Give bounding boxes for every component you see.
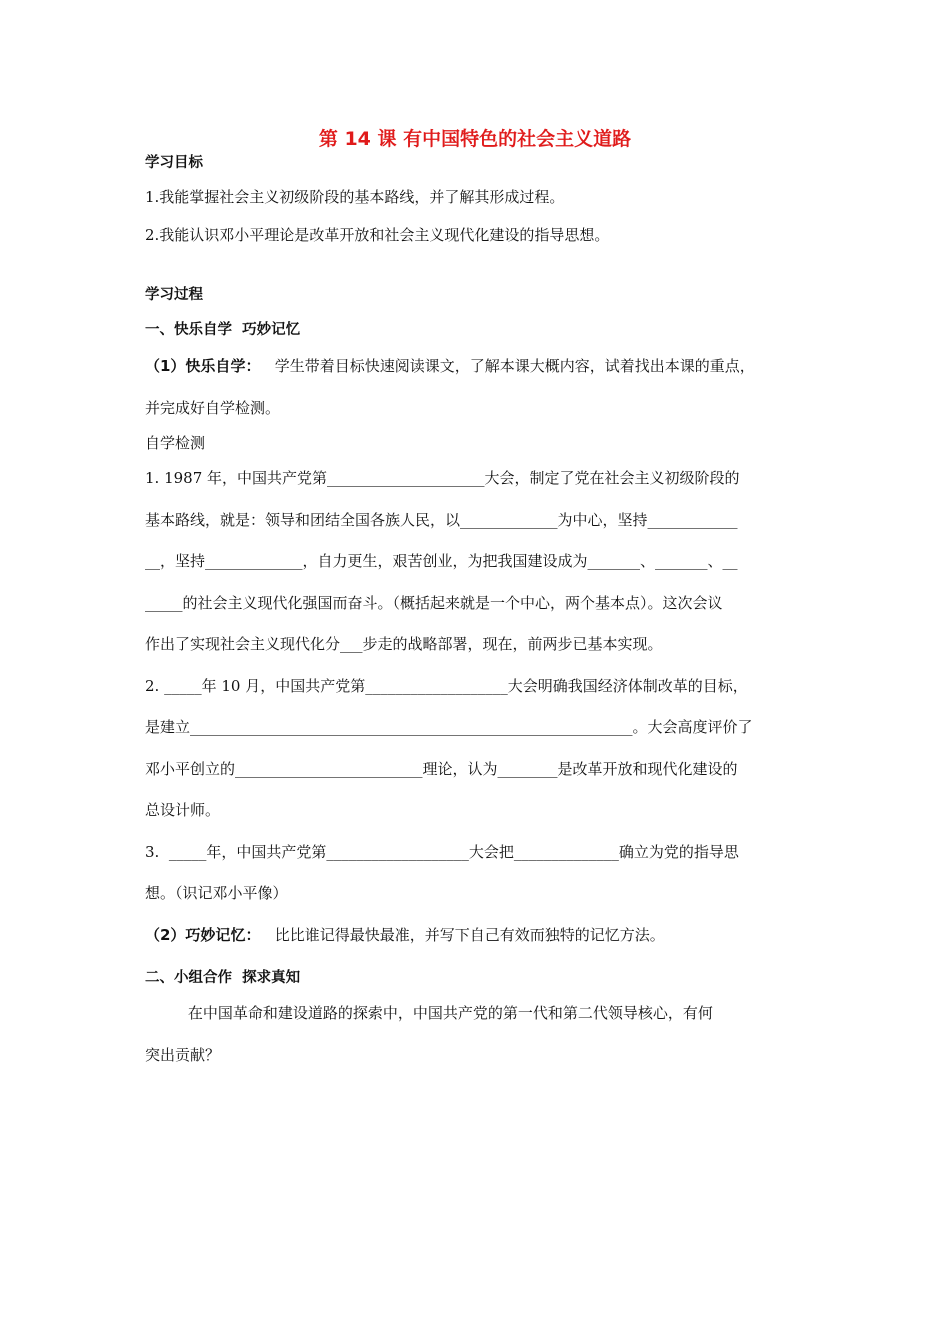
self-study-text: 学生带着目标快速阅读课文，了解本课大概内容，试着找出本课的重点，: [260, 357, 755, 375]
q1-line: 作出了实现社会主义现代化分___步走的战略部署，现在，前两步已基本实现。: [145, 635, 663, 653]
q1-line: 基本路线，就是：领导和团结全国各族人民，以_____________为中心，坚持____________: [145, 510, 738, 529]
self-study-line: [145, 346, 817, 388]
q2-line: 邓小平创立的_________________________理论，认为________是改革开放和现代化建设的: [145, 759, 738, 778]
q1-line: __，坚持_____________，自力更生，艰苦创业，为把我国建设成为_______、_______、__: [145, 552, 738, 570]
section2-line: 在中国革命和建设道路的探索中，中国共产党的第一代和第二代领导核心，有何: [145, 1004, 713, 1022]
q1-line: 1. 1987 年，中国共产党第_____________________大会，制定了党在社会主义初级阶段的: [145, 469, 740, 487]
goal-item-1: 1.我能掌握社会主义初级阶段的基本路线，并了解其形成过程。: [145, 188, 565, 206]
q3-line: 3. _____年，中国共产党第___________________大会把______________确立为党的指导思: [145, 842, 739, 861]
lesson-title: 第 14 课 有中国特色的社会主义道路: [318, 128, 632, 150]
self-check-heading: 自学检测: [145, 434, 206, 452]
section2-heading: 二、小组合作 探求真知: [145, 970, 301, 986]
memory-line: [145, 915, 817, 957]
section2-paragraph: [145, 993, 817, 1076]
section2-line: 突出贡献？: [145, 1045, 221, 1064]
q2-line: 2. _____年 10 月，中国共产党第___________________大会明确我国经济体制改革的目标，: [145, 676, 748, 695]
self-study-paragraph: [145, 346, 817, 429]
self-study-cont: 并完成好自学检测。: [145, 398, 281, 417]
q2-line: 总设计师。: [145, 801, 221, 819]
goal-item-2: 2.我能认识邓小平理论是改革开放和社会主义现代化建设的指导思想。: [145, 226, 610, 244]
memory-label: （2）巧妙记忆：: [145, 925, 261, 944]
section1-heading: 一、快乐自学 巧妙记忆: [145, 322, 301, 338]
self-study-label: （1）快乐自学：: [145, 357, 261, 375]
memory-text: 比比谁记得最快最准，并写下自己有效而独特的记忆方法。: [260, 925, 665, 944]
question-1: [145, 458, 817, 956]
q2-line: 是建立___________________________________________________________。大会高度评价了: [145, 718, 753, 736]
process-heading: 学习过程: [145, 287, 203, 303]
goals-heading: 学习目标: [145, 155, 203, 171]
q3-line: 想。（识记邓小平像）: [145, 884, 288, 902]
q1-line: _____的社会主义现代化强国而奋斗。（概括起来就是一个中心，两个基本点）。这次会议: [145, 593, 723, 612]
